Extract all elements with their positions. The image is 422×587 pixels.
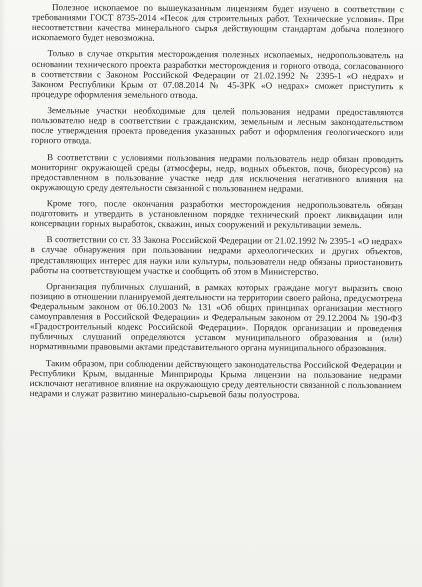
paragraph-6: В соответствии со ст. 33 Закона Российской Федерации от 21.02.1992 № 2395-1 «О недрах» в случае обнаружения при пользовании недрами археологических и других объектов, представляющих интерес для науки или культуры, пользователи недр обязаны приостановить работы на соответствующем участке и сообщить об этом в Министерство. bbox=[30, 234, 403, 277]
paragraph-8: Таким образом, при соблюдении действующего законодательства Российской Федерации и Республики Крым, выданные Минприроды Крыма лицензии на пользование недрами исключают негативное влияние на окружающую среду деятельности связанной с пользованием недрами и служат развитию минерально-сырьевой базы полуострова. bbox=[29, 357, 402, 400]
paragraph-5: Кроме того, после окончания разработки месторождения недропользователь обязан подготовить и утвердить в установленном порядке технический проект ликвидации или консервации горных выработок, скважин, иных сооружений и рекультивации земель. bbox=[30, 198, 403, 231]
document-body bbox=[30, 2, 404, 406]
paragraph-3: Земельные участки необходимые для целей пользования недрами предоставляются пользователю недр в соответствии с гражданским, земельным и лесным законодательством после утверждения проекта проведения указанных работ и оформления геологического или горного отвода. bbox=[31, 105, 404, 146]
paragraph-1: Полезное ископаемое по вышеуказанным лицензиям будет изучено в соответствии с требованиями ГОСТ 8735-2014 «Песок для строительных работ. Технические условия». При несоответствии качества минерального сырья действующим стандартам добыча полезного ископаемого будет невозможна. bbox=[31, 2, 404, 43]
page-edge-shadow bbox=[0, 0, 6, 587]
paragraph-2: Только в случае открытия месторождения полезных ископаемых, недропользователь на основании технического проекта разработки месторождения и горного отвода, согласованного в соответствии с Законом Российской Федерации от 21.02.1992 № 2395-1 «О недрах» и Законом Республики Крым от 07.08.2014 № 45-ЗРК «О недрах» сможет приступить к процедуре оформления земельного отвода. bbox=[31, 48, 404, 100]
paragraph-7: Организация публичных слушаний, в рамках которых граждане могут выразить свою позицию в отношении планируемой деятельности на территории своего района, предусмотрена Федеральным законом от 06.10.2003 № 131 «Об общих принципах организации местного самоуправления в Российской Федерации» и Федеральным законом от 29.12.2004 № 190-ФЗ «Градостроительный кодекс Российской Федерации». Порядок организации и проведения публичных слушаний определяются уставом муниципального образования и (или) нормативными правовыми актами представительного органа муниципального образования. bbox=[29, 280, 403, 354]
paragraph-4: В соответствии с условиями пользования недрами пользователь недр обязан проводить мониторинг окружающей среды (атмосферы, недр, водных объектов, почв, биоресурсов) на предоставленном в пользование участке недр для исключения негативного влияния на окружающую среду деятельности связанной с пользованием недрами. bbox=[30, 151, 404, 194]
